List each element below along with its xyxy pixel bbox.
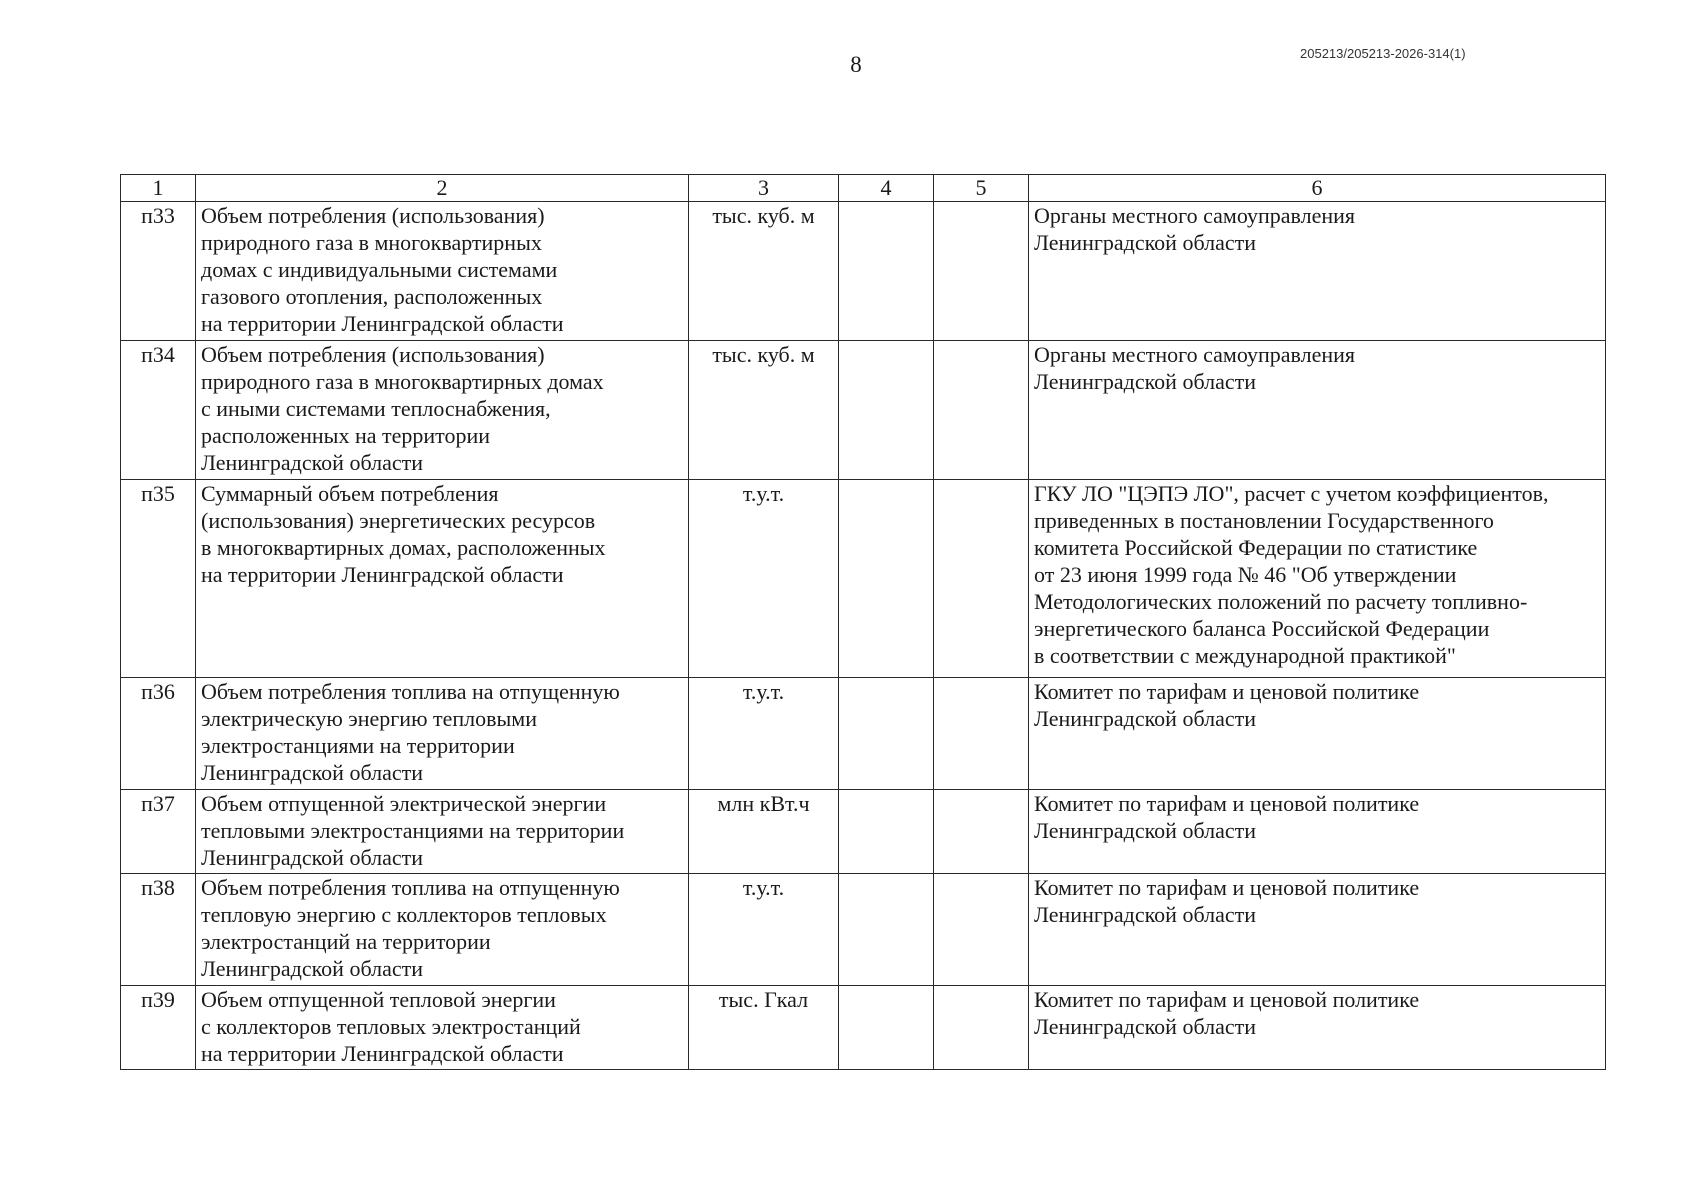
table-row	[121, 341, 1606, 480]
indicator-name-line: природного газа в многоквартирных домах	[201, 369, 604, 394]
column-4-value	[839, 202, 934, 341]
data-source	[1029, 202, 1606, 341]
indicator-name-line: Объем отпущенной тепловой энергии	[201, 987, 556, 1012]
unit-of-measure: тыс. куб. м	[689, 341, 839, 480]
table-row	[121, 202, 1606, 341]
indicator-name-line: Ленинградской области	[201, 845, 423, 870]
indicator-name-line: расположенных на территории	[201, 423, 491, 448]
indicator-name-line: природного газа в многоквартирных	[201, 230, 542, 255]
indicator-name-line: (использования) энергетических ресурсов	[201, 508, 596, 533]
data-source-line: Комитет по тарифам и ценовой политике	[1034, 987, 1420, 1012]
row-code: п36	[121, 678, 196, 790]
indicator-name-line: Объем потребления топлива на отпущенную	[201, 875, 620, 900]
data-source-line: Методологических положений по расчету топливно-	[1034, 589, 1528, 614]
data-source	[1029, 678, 1606, 790]
document-id: 205213/205213-2026-314(1)	[1300, 46, 1466, 61]
data-source-line: Органы местного самоуправления	[1034, 342, 1356, 367]
column-header-2: 2	[196, 175, 689, 202]
unit-of-measure: тыс. Гкал	[689, 986, 839, 1070]
indicator-name-line: Объем потребления (использования)	[201, 342, 545, 367]
data-source-line: комитета Российской Федерации по статистике	[1034, 535, 1478, 560]
indicator-name-line: электрическую энергию тепловыми	[201, 706, 538, 731]
table-row	[121, 678, 1606, 790]
table-row	[121, 874, 1606, 986]
table-header	[121, 175, 1606, 202]
row-code: п39	[121, 986, 196, 1070]
column-5-value	[934, 202, 1029, 341]
indicator-name-line: на территории Ленинградской области	[201, 562, 564, 587]
column-header-5: 5	[934, 175, 1029, 202]
table-row	[121, 480, 1606, 678]
indicator-name-line: с коллекторов тепловых электростанций	[201, 1014, 581, 1039]
column-4-value	[839, 986, 934, 1070]
header-row	[121, 175, 1606, 202]
column-5-value	[934, 678, 1029, 790]
unit-of-measure: т.у.т.	[689, 480, 839, 678]
row-code: п35	[121, 480, 196, 678]
column-header-3: 3	[689, 175, 839, 202]
data-source-line: Ленинградской области	[1034, 369, 1256, 394]
page-number: 8	[850, 52, 862, 77]
indicator-name-line: Объем потребления топлива на отпущенную	[201, 679, 620, 704]
data-source-line: приведенных в постановлении Государственного	[1034, 508, 1494, 533]
unit-of-measure: тыс. куб. м	[689, 202, 839, 341]
data-source-line: Комитет по тарифам и ценовой политике	[1034, 679, 1420, 704]
indicator-name-line: тепловыми электростанциями на территории	[201, 818, 625, 843]
indicator-name-line: на территории Ленинградской области	[201, 1041, 564, 1066]
data-source-line: Комитет по тарифам и ценовой политике	[1034, 875, 1420, 900]
data-source	[1029, 480, 1606, 678]
indicator-name-line: на территории Ленинградской области	[201, 311, 564, 336]
indicators-table	[120, 174, 1606, 1070]
data-source	[1029, 986, 1606, 1070]
indicator-name-line: Объем потребления (использования)	[201, 203, 545, 228]
data-source-line: ГКУ ЛО "ЦЭПЭ ЛО", расчет с учетом коэффициентов,	[1034, 481, 1549, 506]
data-source	[1029, 790, 1606, 874]
data-source-line: Органы местного самоуправления	[1034, 203, 1356, 228]
data-source-line: Ленинградской области	[1034, 230, 1256, 255]
indicator-name-line: в многоквартирных домах, расположенных	[201, 535, 606, 560]
column-4-value	[839, 341, 934, 480]
indicator-name-line: тепловую энергию с коллекторов тепловых	[201, 902, 607, 927]
table-body	[121, 202, 1606, 1070]
indicator-name	[196, 341, 689, 480]
indicator-name	[196, 202, 689, 341]
indicator-name-line: с иными системами теплоснабжения,	[201, 396, 551, 421]
indicator-name-line: электростанций на территории	[201, 929, 491, 954]
data-source-line: Комитет по тарифам и ценовой политике	[1034, 791, 1420, 816]
column-4-value	[839, 480, 934, 678]
unit-of-measure: т.у.т.	[689, 678, 839, 790]
data-source-line: в соответствии с международной практикой"	[1034, 643, 1456, 668]
indicator-name-line: газового отопления, расположенных	[201, 284, 543, 309]
column-5-value	[934, 480, 1029, 678]
row-code: п34	[121, 341, 196, 480]
column-header-1: 1	[121, 175, 196, 202]
data-source	[1029, 874, 1606, 986]
indicator-name-line: Суммарный объем потребления	[201, 481, 499, 506]
column-5-value	[934, 341, 1029, 480]
indicator-name-line: Ленинградской области	[201, 450, 423, 475]
indicator-name	[196, 986, 689, 1070]
column-4-value	[839, 790, 934, 874]
unit-of-measure: т.у.т.	[689, 874, 839, 986]
column-5-value	[934, 874, 1029, 986]
indicator-name	[196, 874, 689, 986]
column-5-value	[934, 790, 1029, 874]
table-row	[121, 790, 1606, 874]
indicator-name-line: Ленинградской области	[201, 760, 423, 785]
indicator-name-line: электростанциями на территории	[201, 733, 515, 758]
data-source-line: Ленинградской области	[1034, 706, 1256, 731]
indicator-name	[196, 480, 689, 678]
column-header-6: 6	[1029, 175, 1606, 202]
indicator-name-line: домах с индивидуальными системами	[201, 257, 558, 282]
column-4-value	[839, 874, 934, 986]
column-header-4: 4	[839, 175, 934, 202]
column-4-value	[839, 678, 934, 790]
data-source-line: энергетического баланса Российской Федерации	[1034, 616, 1490, 641]
unit-of-measure: млн кВт.ч	[689, 790, 839, 874]
indicator-name-line: Объем отпущенной электрической энергии	[201, 791, 607, 816]
row-code: п38	[121, 874, 196, 986]
data-source-line: Ленинградской области	[1034, 818, 1256, 843]
row-code: п37	[121, 790, 196, 874]
indicator-name	[196, 678, 689, 790]
indicator-name	[196, 790, 689, 874]
table-row	[121, 986, 1606, 1070]
data-source	[1029, 341, 1606, 480]
row-code: п33	[121, 202, 196, 341]
column-5-value	[934, 986, 1029, 1070]
indicator-name-line: Ленинградской области	[201, 956, 423, 981]
data-source-line: Ленинградской области	[1034, 902, 1256, 927]
data-source-line: Ленинградской области	[1034, 1014, 1256, 1039]
data-source-line: от 23 июня 1999 года № 46 "Об утверждении	[1034, 562, 1457, 587]
